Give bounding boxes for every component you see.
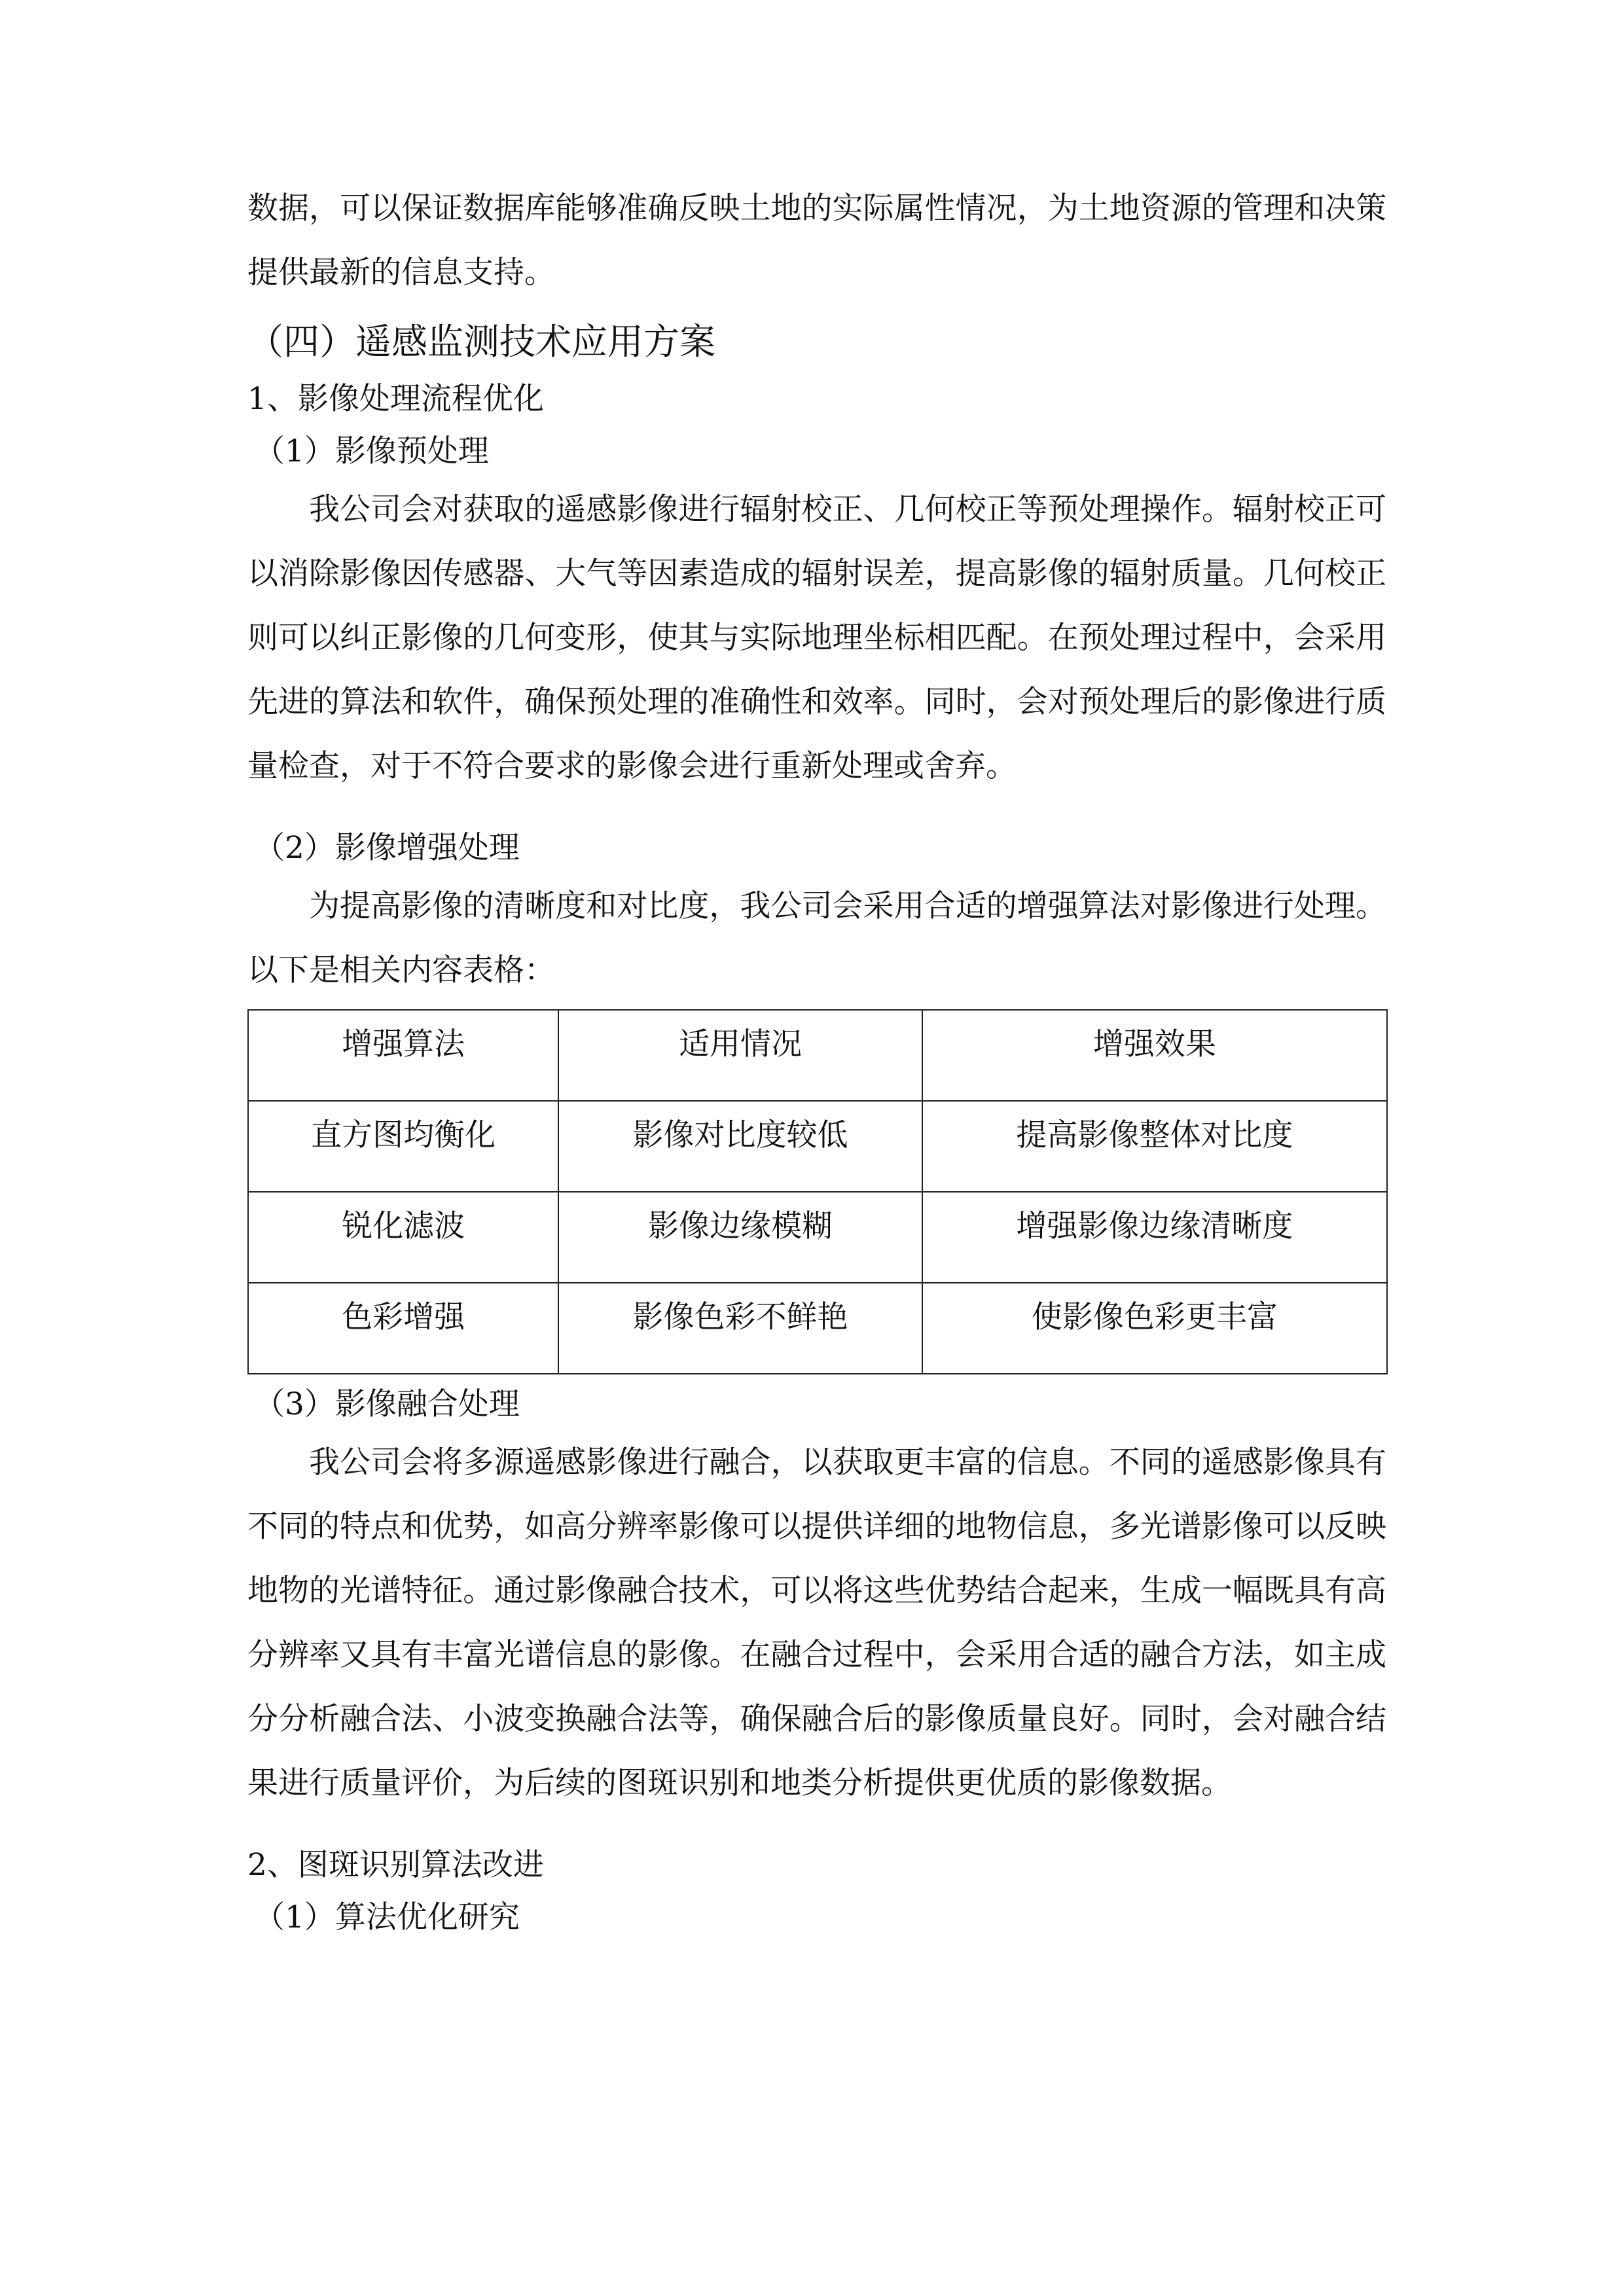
heading-algorithm-optimization: （1）算法优化研究 [254, 1899, 520, 1935]
heading-enhancement: （2）影像增强处理 [254, 830, 520, 866]
table-cell: 增强影像边缘清晰度 [922, 1192, 1387, 1283]
heading-fusion: （3）影像融合处理 [254, 1386, 520, 1422]
paragraph-preprocessing: 我公司会对获取的遥感影像进行辐射校正、几何校正等预处理操作。辐射校正可以消除影像因传感器、大气等因素造成的辐射误差，提高影像的辐射质量。几何校正则可以纠正影像的几何变形，使其与实际地理坐标相匹配。在预处理过程中，会采用先进的算法和软件，确保预处理的准确性和效率。同时，会对预处理后的影像进行质量检查，对于不符合要求的影像会进行重新处理或舍弃。 [247, 492, 1386, 784]
table-cell: 提高影像整体对比度 [922, 1101, 1387, 1192]
table-cell: 锐化滤波 [248, 1192, 558, 1283]
paragraph-enhancement: 为提高影像的清晰度和对比度，我公司会采用合适的增强算法对影像进行处理。以下是相关内容表格： [247, 888, 1386, 988]
table-cell: 影像对比度较低 [558, 1101, 922, 1192]
table-header-cell: 增强算法 [248, 1010, 558, 1101]
paragraph-fusion: 我公司会将多源遥感影像进行融合，以获取更丰富的信息。不同的遥感影像具有不同的特点和优势，如高分辨率影像可以提供详细的地物信息，多光谱影像可以反映地物的光谱特征。通过影像融合技术，可以将这些优势结合起来，生成一幅既具有高分辨率又具有丰富光谱信息的影像。在融合过程中，会采用合适的融合方法，如主成分分析融合法、小波变换融合法等，确保融合后的影像质量良好。同时，会对融合结果进行质量评价，为后续的图斑识别和地类分析提供更优质的影像数据。 [247, 1444, 1386, 1801]
table-cell: 影像色彩不鲜艳 [558, 1283, 922, 1374]
table-header-row [248, 1010, 1387, 1101]
table-cell: 直方图均衡化 [248, 1101, 558, 1192]
heading-preprocessing: （1）影像预处理 [254, 433, 489, 469]
table-cell: 影像边缘模糊 [558, 1192, 922, 1283]
heading-patch-recognition: 2、图斑识别算法改进 [247, 1847, 544, 1883]
table-row [248, 1192, 1387, 1283]
heading-image-processing: 1、影像处理流程优化 [247, 381, 544, 417]
table-row [248, 1101, 1387, 1192]
intro-paragraph: 数据，可以保证数据库能够准确反映土地的实际属性情况，为土地资源的管理和决策提供最新的信息支持。 [247, 190, 1386, 291]
table-row [248, 1283, 1387, 1374]
enhancement-table [247, 1009, 1388, 1374]
table-cell: 使影像色彩更丰富 [922, 1283, 1387, 1374]
section-title: （四）遥感监测技术应用方案 [247, 321, 716, 363]
table-cell: 色彩增强 [248, 1283, 558, 1374]
table-header-cell: 适用情况 [558, 1010, 922, 1101]
document-page [247, 177, 1386, 1944]
table-header-cell: 增强效果 [922, 1010, 1387, 1101]
